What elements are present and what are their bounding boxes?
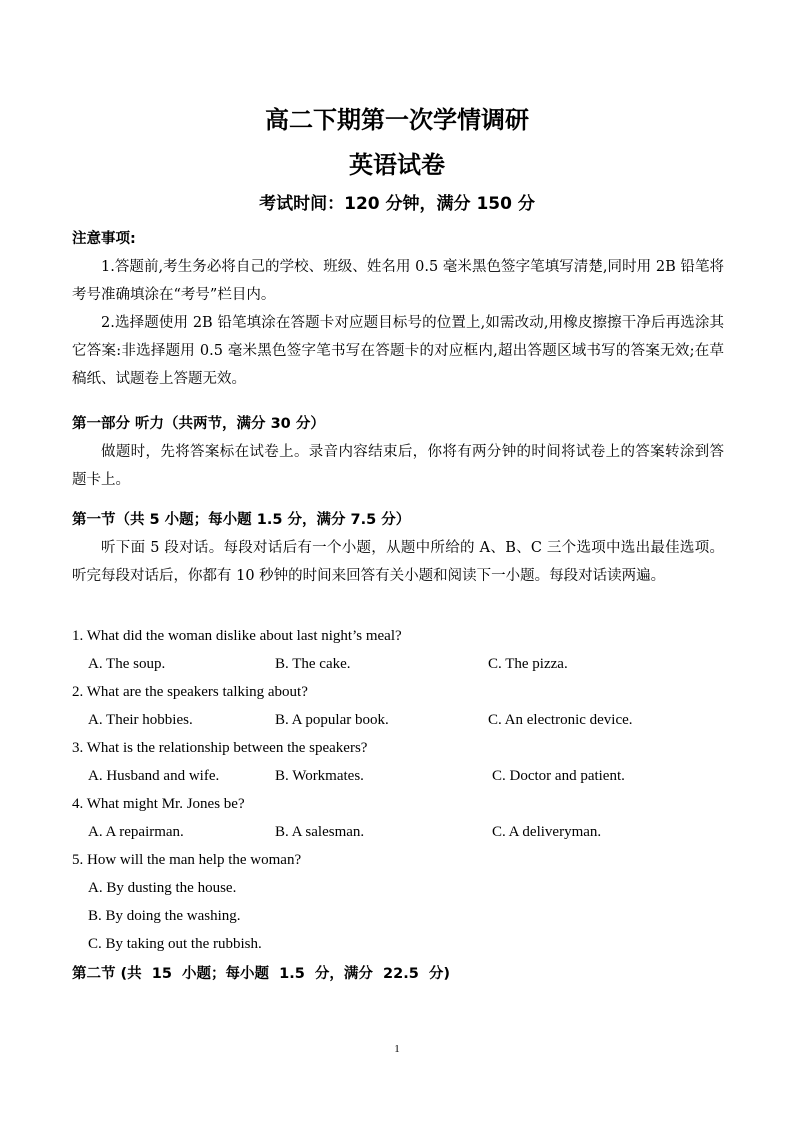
option-c: C. Doctor and patient. <box>492 768 625 784</box>
question-2: 2. What are the speakers talking about? <box>72 684 308 700</box>
section1-heading: 第一节（共 5 小题；每小题 1.5 分，满分 7.5 分） <box>72 512 411 528</box>
section1-instruction: 听下面 5 段对话。每段对话后有一个小题，从题中所给的 A、B、C 三个选项中选出最佳选项。听完每段对话后，你都有 10 秒钟的时间来回答有关小题和阅读下一小题。每段对话读两遍。 <box>72 540 724 584</box>
question-1-options <box>72 650 752 678</box>
option-a: A. A repairman. <box>88 824 184 840</box>
exam-info: 考试时间：120 分钟，满分 150 分 <box>259 194 535 214</box>
question-2-options <box>72 706 752 734</box>
option-a: A. Their hobbies. <box>88 712 193 728</box>
option-a: A. The soup. <box>88 656 166 672</box>
notes-item-1: 1.答题前,考生务必将自己的学校、班级、姓名用 0.5 毫米黑色签字笔填写清楚,同时用 2B 铅笔将考号准确填涂在“考号”栏目内。 <box>72 259 724 303</box>
notes-item-2: 2.选择题使用 2B 铅笔填涂在答题卡对应题目标号的位置上,如需改动,用橡皮擦擦干净后再选涂其它答案:非选择题用 0.5 毫米黑色签字笔书写在答题卡的对应框内,超出答题区域书写的答案无效;在草稿纸、试题卷上答题无效。 <box>72 315 724 387</box>
section1 <box>72 506 724 590</box>
question-list <box>72 622 752 958</box>
option-b: B. A salesman. <box>275 824 365 840</box>
option-c: C. By taking out the rubbish. <box>88 936 262 952</box>
option-b: B. The cake. <box>275 656 351 672</box>
question-3-options <box>72 762 752 790</box>
option-b: B. Workmates. <box>275 768 364 784</box>
option-b: B. A popular book. <box>275 712 389 728</box>
notes-heading: 注意事项: <box>72 231 136 247</box>
option-c: C. A deliveryman. <box>492 824 602 840</box>
question-5-option-a-row <box>72 874 752 902</box>
question-3: 3. What is the relationship between the speakers? <box>72 740 368 756</box>
option-b: B. By doing the washing. <box>88 908 241 924</box>
page-number: 1 <box>394 1043 400 1055</box>
part1-instruction: 做题时，先将答案标在试卷上。录音内容结束后，你将有两分钟的时间将试卷上的答案转涂到答题卡上。 <box>72 444 724 488</box>
option-c: C. The pizza. <box>488 656 568 672</box>
question-5-option-c-row <box>72 930 752 958</box>
exam-subtitle: 英语试卷 <box>349 151 445 179</box>
part1-section <box>72 410 724 494</box>
option-a: A. Husband and wife. <box>88 768 220 784</box>
part1-heading: 第一部分 听力（共两节，满分 30 分） <box>72 416 325 432</box>
question-5: 5. How will the man help the woman? <box>72 852 302 868</box>
option-a: A. By dusting the house. <box>88 880 237 896</box>
question-1: 1. What did the woman dislike about last night’s meal? <box>72 628 402 644</box>
section2 <box>72 960 724 988</box>
question-4-options <box>72 818 752 846</box>
notes-section <box>72 225 724 393</box>
question-5-option-b-row <box>72 902 752 930</box>
exam-title: 高二下期第一次学情调研 <box>265 106 529 134</box>
section2-heading: 第二节 (共 15 小题；每小题 1.5 分，满分 22.5 分) <box>72 966 451 982</box>
option-c: C. An electronic device. <box>488 712 633 728</box>
question-4: 4. What might Mr. Jones be? <box>72 796 245 812</box>
